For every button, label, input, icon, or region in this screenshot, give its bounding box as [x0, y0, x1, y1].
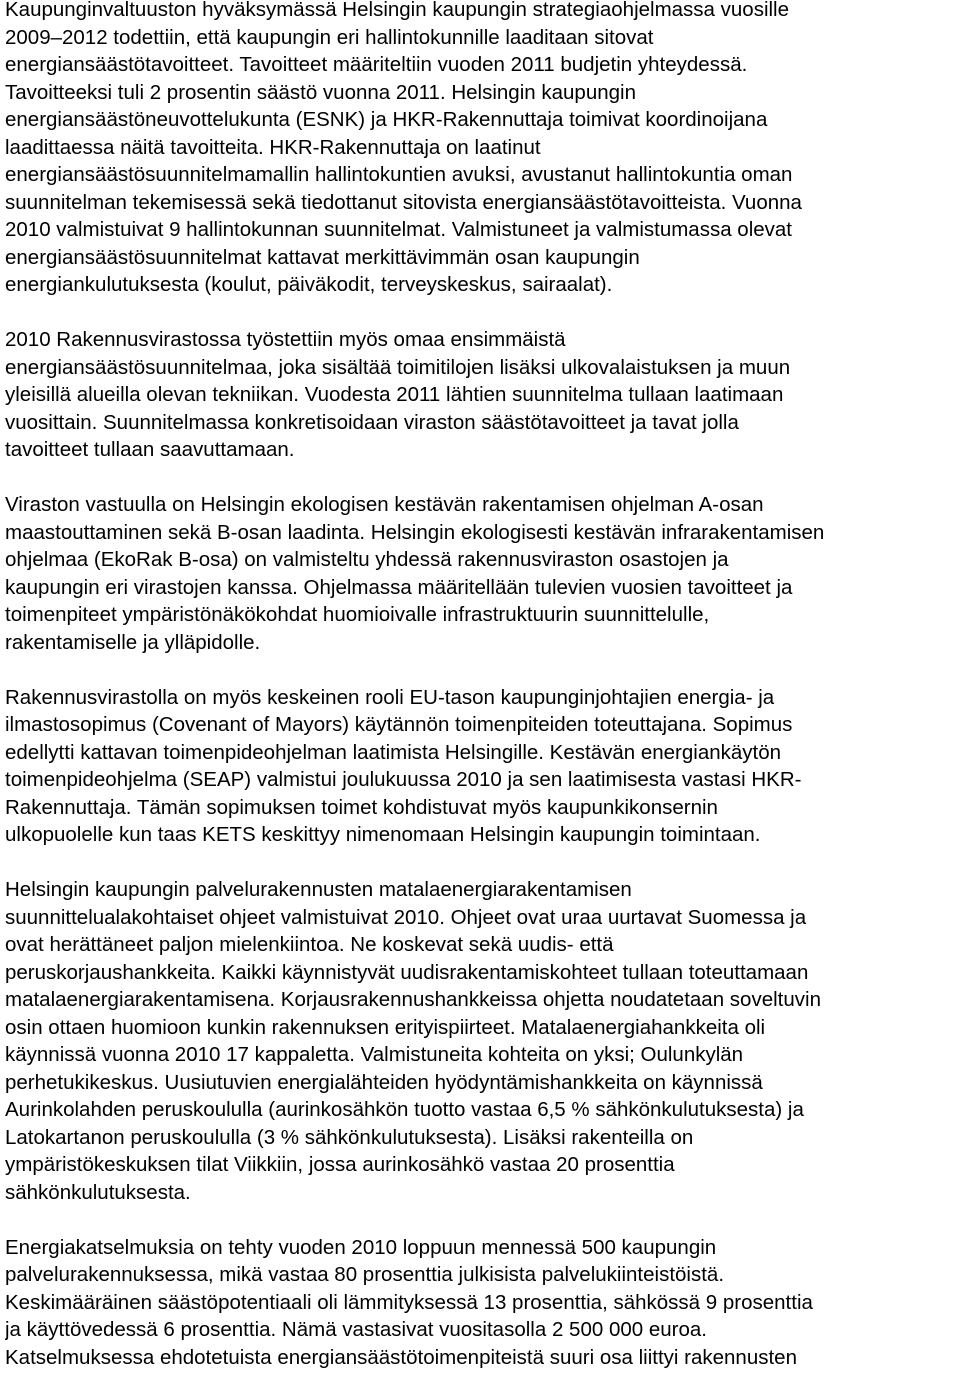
paragraph-energy-audits: Energiakatselmuksia on tehty vuoden 2010 loppuun mennessä 500 kaupungin palvelurakennuksessa, mikä vastaa 80 prosenttia julkisista palvelukiinteistöistä. Keskimääräinen säästöpotentiaali oli lämmityksessä 13 prosenttia, sähkössä 9 prosenttia ja käyttövedessä 6 prosenttia. Nämä vastasivat vuositasolla 2 500 000 euroa. Katselmuksessa ehdotetuista energiansäästötoimenpiteistä suuri osa liittyi rakennusten: [5, 1235, 813, 1369]
paragraph-gap: [5, 299, 955, 327]
paragraph-gap: [5, 849, 955, 877]
paragraph-strategy-targets: Kaupunginvaltuuston hyväksymässä Helsingin kaupungin strategiaohjelmassa vuosille 2009–2012 todettiin, että kaupungin eri hallintokunnille laaditaan sitovat energiansäästötavoitteet. Tavoitteet määriteltiin vuoden 2011 budjetin yhteydessä. Tavoitteeksi tuli 2 prosentin säästö vuonna 2011. Helsingin kaupungin energiansäästöneuvottelukunta (ESNK) ja HKR-Rakennuttaja toimivat koordinoijana laadittaessa näitä tavoitteita. HKR-Rakennuttaja on laatinut energiansäästösuunnitelmamallin hallintokuntien avuksi, avustanut hallintokuntia oman suunnitelman tekemisessä sekä tiedottanut sitovista energiansäästötavoitteista. Vuonna 2010 valmistuivat 9 hallintokunnan suunnitelmat. Valmistuneet ja valmistumassa olevat energiansäästösuunnitelmat kattavat merkittävimmän osan kaupungin energiankulutuksesta (koulut, päiväkodit, terveyskeskus, sairaalat).: [5, 0, 802, 296]
paragraph-gap: [5, 656, 955, 684]
paragraph-gap: [5, 1206, 955, 1234]
paragraph-ecological-programme: Viraston vastuulla on Helsingin ekologisen kestävän rakentamisen ohjelman A-osan maastouttaminen sekä B-osan laadinta. Helsingin ekologisesti kestävän infrarakentamisen ohjelmaa (EkoRak B-osa) on valmisteltu yhdessä rakennusviraston osastojen ja kaupungin eri virastojen kanssa. Ohjelmassa määritellään tulevien vuosien tavoitteet ja toimenpiteet ympäristönäkökohdat huomioivalle infrastruktuurin suunnittelulle, rakentamiselle ja ylläpidolle.: [5, 493, 825, 654]
paragraph-gap: [5, 464, 955, 492]
paragraph-covenant-of-mayors: Rakennusvirastolla on myös keskeinen rooli EU-tason kaupunginjohtajien energia- ja ilmastosopimus (Covenant of Mayors) käytännön toimenpiteiden toteuttajana. Sopimus edellytti kattavan toimenpideohjelman laatimista Helsingille. Kestävän energiankäytön toimenpideohjelma (SEAP) valmistui joulukuussa 2010 ja sen laatimisesta vastasi HKR- Rakennuttaja. Tämän sopimuksen toimet kohdistuvat myös kaupunkikonsernin ulkopuolelle kun taas KETS keskittyy nimenomaan Helsingin kaupungin toimintaan.: [5, 685, 802, 846]
paragraph-rakennusvirasto-plan: 2010 Rakennusvirastossa työstettiin myös omaa ensimmäistä energiansäästösuunnitelmaa, joka sisältää toimitilojen lisäksi ulkovalaistuksen ja muun yleisillä alueilla olevan tekniikan. Vuodesta 2011 lähtien suunnitelma tullaan laatimaan vuosittain. Suunnitelmassa konkretisoidaan viraston säästötavoitteet ja tavat jolla tavoitteet tullaan saavuttamaan.: [5, 328, 791, 461]
document-page: [5, 0, 955, 1373]
paragraph-low-energy-construction: Helsingin kaupungin palvelurakennusten matalaenergiarakentamisen suunnittelualakohtaiset ohjeet valmistuivat 2010. Ohjeet ovat uraa uurtavat Suomessa ja ovat herättäneet paljon mielenkiintoa. Ne koskevat sekä uudis- että peruskorjaushankkeita. Kaikki käynnistyvät uudisrakentamiskohteet tullaan toteuttamaan matalaenergiarakentamisena. Korjausrakennushankkeissa ohjetta noudatetaan soveltuvin osin ottaen huomioon kunkin rakennuksen erityispiirteet. Matalaenergiahankkeita oli käynnissä vuonna 2010 17 kappaletta. Valmistuneita kohteita on yksi; Oulunkylän perhetukikeskus. Uusiutuvien energialähteiden hyödyntämishankkeita on käynnissä Aurinkolahden peruskoululla (aurinkosähkön tuotto vastaa 6,5 % sähkönkulutuksesta) ja Latokartanon peruskoululla (3 % sähkönkulutuksesta). Lisäksi rakenteilla on ympäristökeskuksen tilat Viikkiin, jossa aurinkosähkö vastaa 20 prosenttia sähkönkulutuksesta.: [5, 878, 821, 1204]
